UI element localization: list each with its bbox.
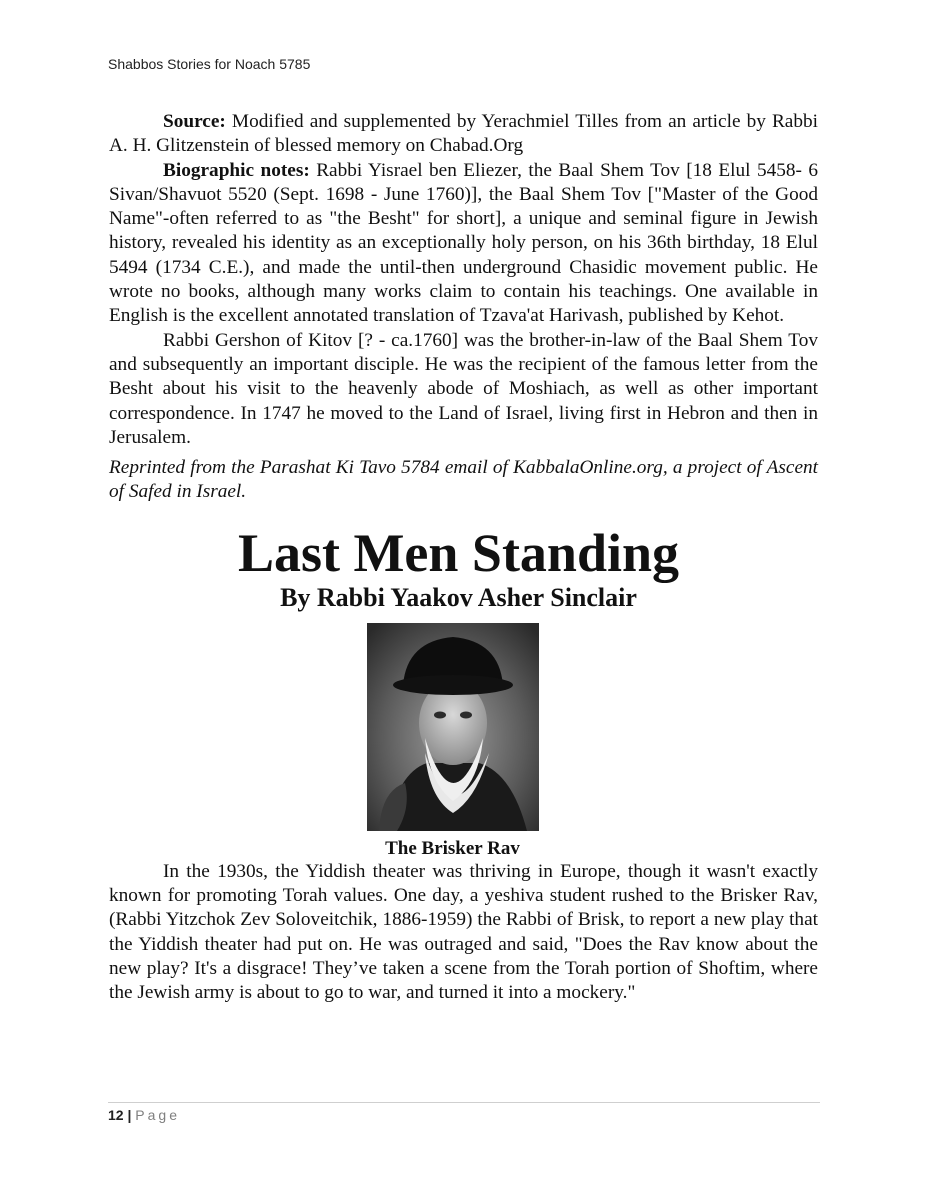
page-body <box>109 110 818 1006</box>
portrait-illustration <box>367 623 539 831</box>
story-paragraph: In the 1930s, the Yiddish theater was thriving in Europe, though it wasn't exactly known for promoting Torah values. One day, a yeshiva student rushed to the Brisker Rav, (Rabbi Yitzchok Zev Soloveitchik, 1886-1959) the Rabbi of Brisk, to report a new play that the Yiddish theater had put on. He was outraged and said, "Does the Rav know about the new play? It's a disgrace! They’ve taken a scene from the Torah portion of Shoftim, where the Jewish army is about to go to war, and turned it into a mockery." <box>109 860 818 1004</box>
biographic-text: Rabbi Yisrael ben Eliezer, the Baal Shem Tov [18 Elul 5458- 6 Sivan/Shavuot 5520 (Sept. 1698 - June 1760)], the Baal Shem Tov ["Master of the Good Name"-often referred to as "the Besht" for short], a unique and seminal figure in Jewish history, revealed his identity as an exceptionally holy person, on his 36th birthday, 18 Elul 5494 (1734 C.E.), and made the until-then underground Chasidic movement public. He wrote no books, although many works claim to contain his teachings. One available in English is the excellent annotated translation of Tzava'at Harivash, published by Kehot. <box>109 159 818 327</box>
running-header: Shabbos Stories for Noach 5785 <box>108 56 311 72</box>
article-byline: By Rabbi Yaakov Asher Sinclair <box>280 582 637 612</box>
gershon-paragraph: Rabbi Gershon of Kitov [? - ca.1760] was the brother-in-law of the Baal Shem Tov and subsequently an important disciple. He was the recipient of the famous letter from the Besht about his visit to the heavenly abode of Moshiach, as well as other important correspondence. In 1747 he moved to the Land of Israel, living first in Hebron and then in Jerusalem. <box>109 329 818 448</box>
page-number: 12 <box>108 1107 124 1123</box>
page-word: Page <box>135 1107 180 1123</box>
source-paragraph <box>109 110 818 159</box>
photo-caption: The Brisker Rav <box>385 837 520 859</box>
biographic-paragraph <box>109 159 818 329</box>
photo-container <box>87 623 818 836</box>
biographic-label: Biographic notes: <box>163 159 310 181</box>
page-footer <box>108 1107 180 1123</box>
source-text: Modified and supplemented by Yerachmiel Tilles from an article by Rabbi A. H. Glitzenstein of blessed memory on Chabad.Org <box>109 111 818 157</box>
brisker-rav-photo <box>367 623 539 831</box>
article-title: Last Men Standing <box>237 522 680 583</box>
reprint-note: Reprinted from the Parashat Ki Tavo 5784 email of KabbalaOnline.org, a project of Ascent of Safed in Israel. <box>109 457 818 503</box>
footer-separator: | <box>123 1107 136 1123</box>
source-label: Source: <box>163 111 226 132</box>
footer-divider <box>108 1102 820 1103</box>
